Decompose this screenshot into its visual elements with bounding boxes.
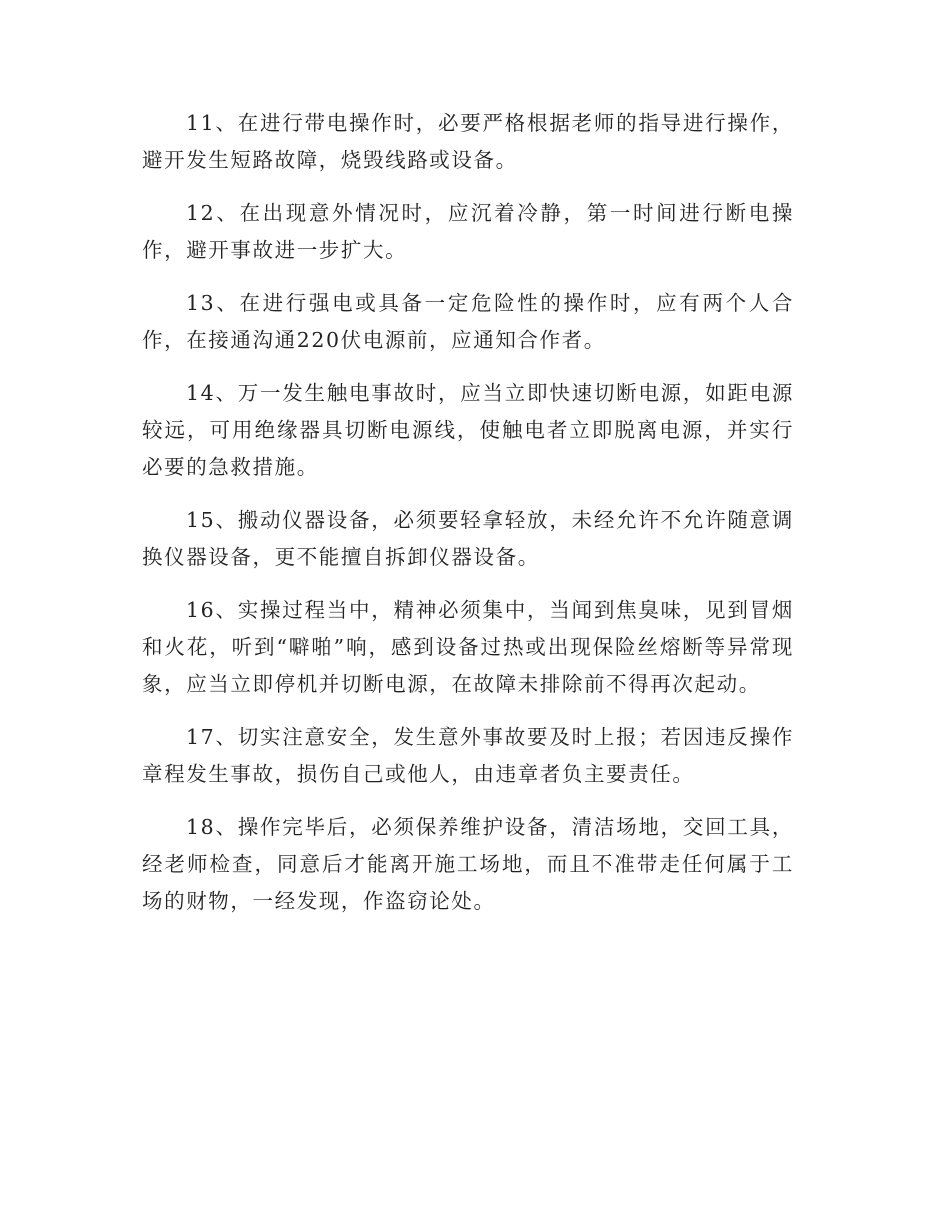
paragraph-12: 12、在出现意外情况时，应沉着冷静，第一时间进行断电操作，避开事故进一步扩大。 — [142, 201, 794, 262]
paragraph-13: 13、在进行强电或具备一定危险性的操作时，应有两个人合作，在接通沟通220伏电源前，应通知合作者。 — [142, 291, 794, 352]
paragraph-15: 15、搬动仪器设备，必须要轻拿轻放，未经允许不允许随意调换仪器设备，更不能擅自拆卸仪器设备。 — [142, 508, 794, 569]
paragraph-11: 11、在进行带电操作时，必要严格根据老师的指导进行操作，避开发生短路故障，烧毁线路或设备。 — [142, 111, 794, 172]
paragraph-17: 17、切实注意安全，发生意外事故要及时上报；若因违反操作章程发生事故，损伤自己或他人，由违章者负主要责任。 — [142, 725, 794, 786]
paragraph-14: 14、万一发生触电事故时，应当立即快速切断电源，如距电源较远，可用绝缘器具切断电源线，使触电者立即脱离电源，并实行必要的急救措施。 — [142, 381, 794, 479]
document-page — [142, 105, 794, 936]
paragraph-16: 16、实操过程当中，精神必须集中，当闻到焦臭味，见到冒烟和火花，听到“噼啪”响，感到设备过热或出现保险丝熔断等异常现象，应当立即停机并切断电源，在故障未排除前不得再次起动。 — [142, 598, 794, 696]
paragraph-18: 18、操作完毕后，必须保养维护设备，清洁场地，交回工具，经老师检查，同意后才能离开施工场地，而且不准带走任何属于工场的财物，一经发现，作盗窃论处。 — [142, 815, 794, 913]
